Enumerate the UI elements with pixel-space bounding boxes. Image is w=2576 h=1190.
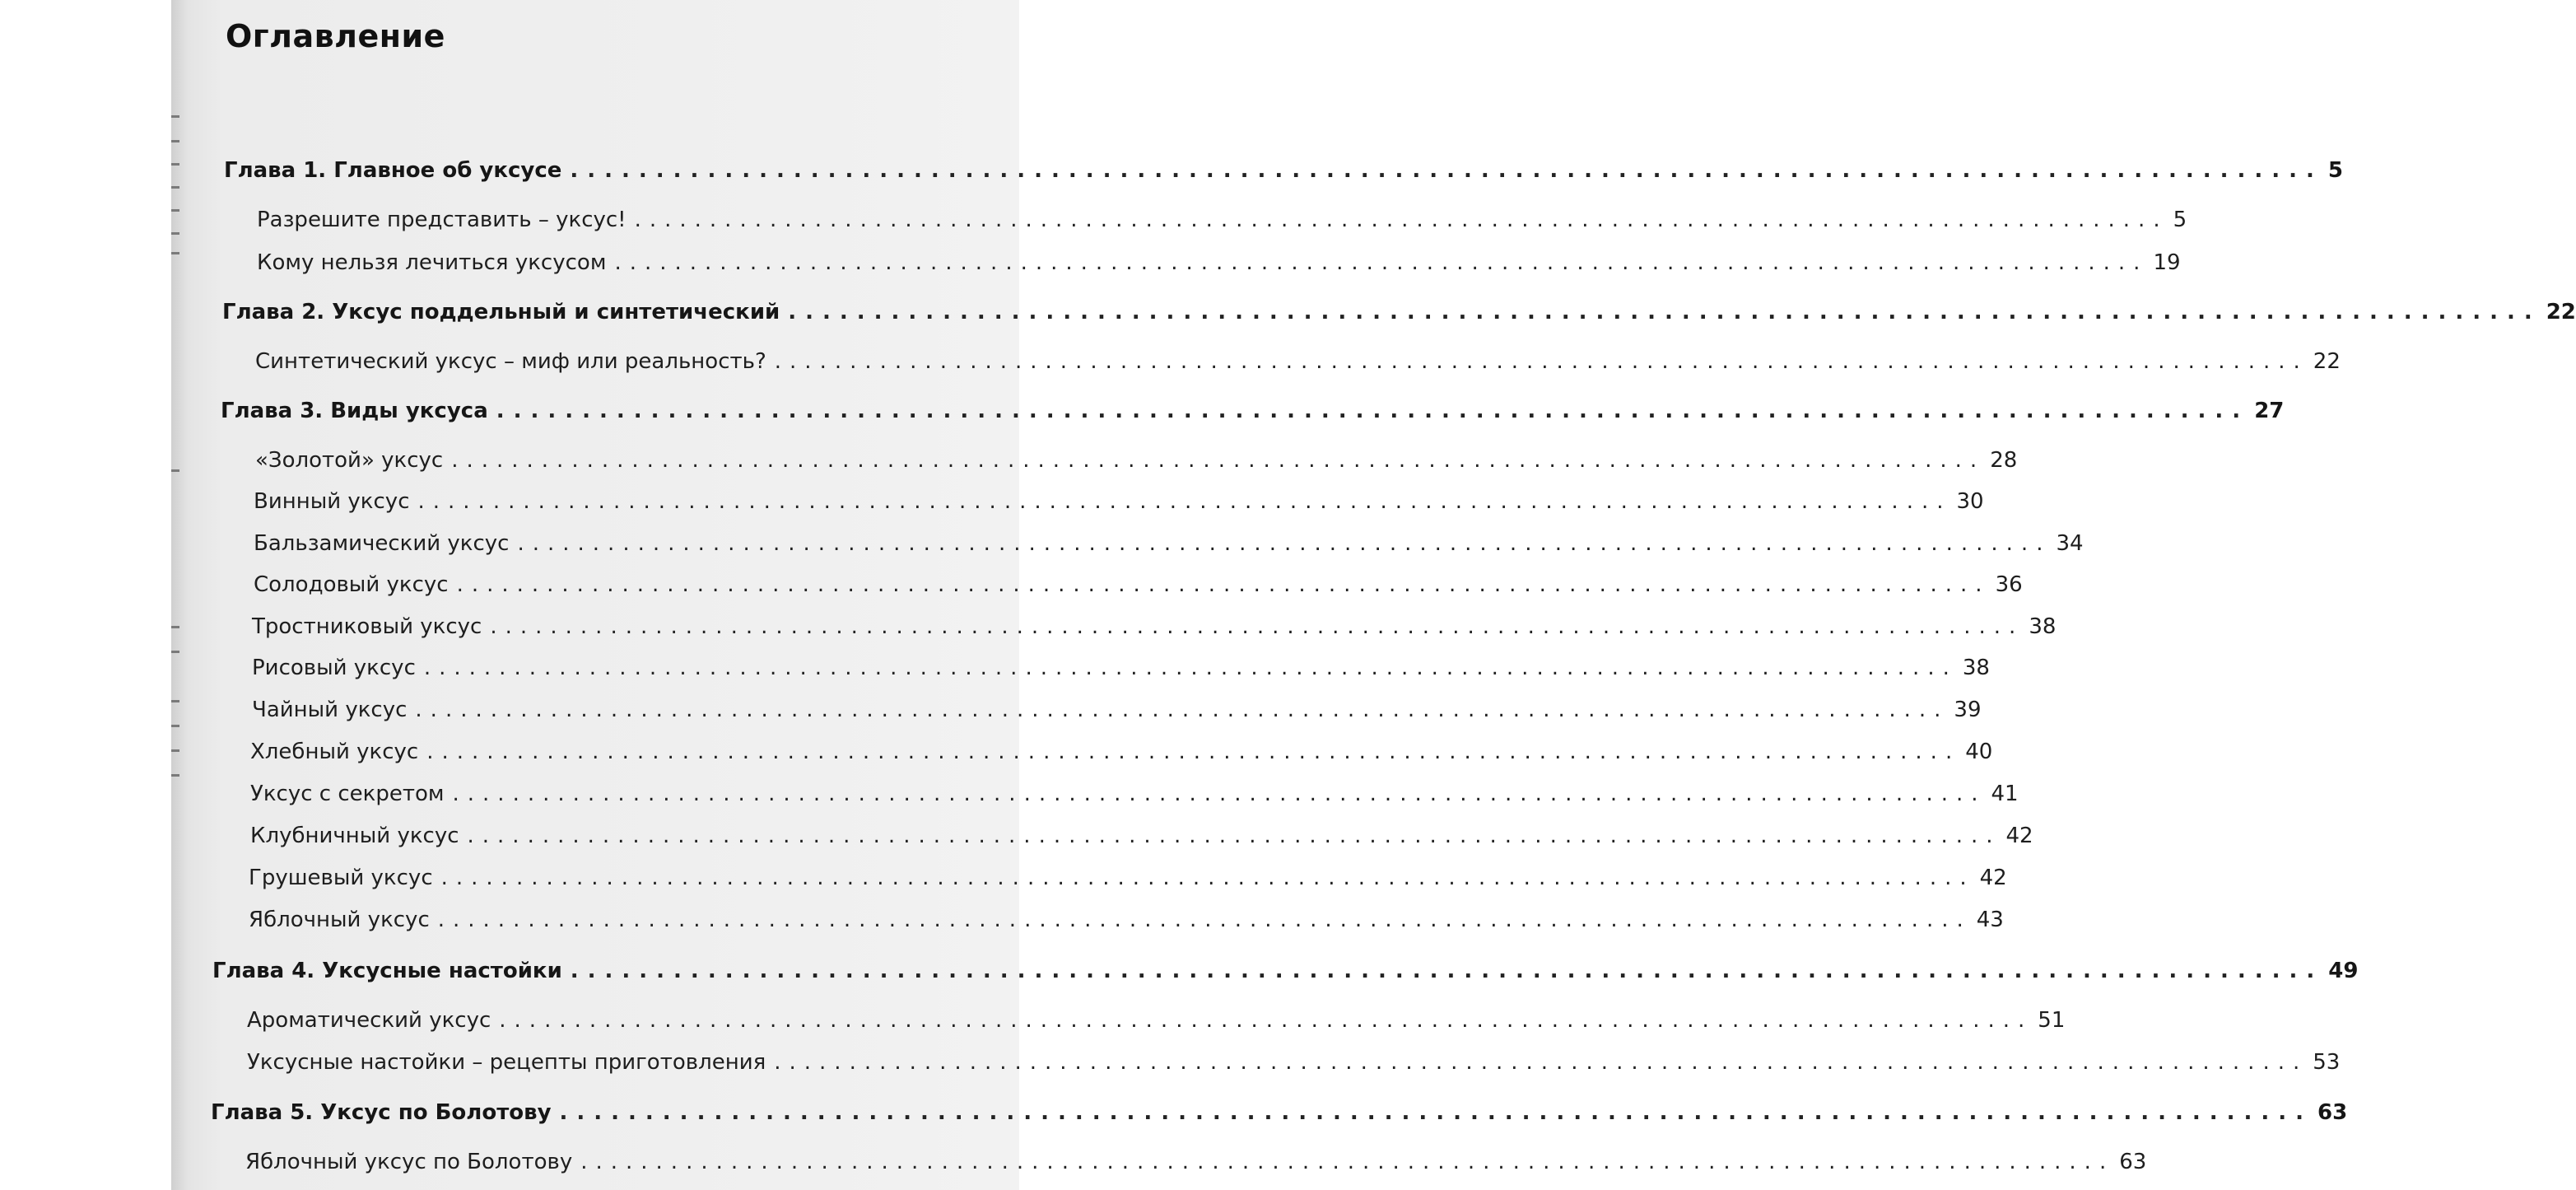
dot-leader: ......................................................................................................	[440, 866, 1975, 890]
toc-entry-label: «Золотой» уксус	[255, 448, 444, 473]
dot-leader: ......................................................................................................	[788, 300, 2541, 324]
toc-entry-label: Винный уксус	[254, 489, 410, 514]
toc-section[interactable]	[249, 866, 2007, 890]
dot-leader: ......................................................................................................	[451, 448, 1986, 473]
toc-page-number: 36	[1995, 572, 2023, 597]
toc-entry-label: Глава 3. Виды уксуса	[221, 399, 488, 423]
dot-leader: ......................................................................................................	[559, 1100, 2313, 1125]
toc-section[interactable]	[250, 782, 2019, 806]
toc-section[interactable]	[249, 908, 2004, 932]
toc-page-number: 27	[2254, 399, 2285, 423]
toc-section[interactable]	[247, 1050, 2341, 1075]
toc-page-number: 22	[2546, 300, 2576, 324]
dot-leader: ......................................................................................................	[614, 250, 2149, 275]
dot-leader: ......................................................................................................	[426, 740, 1961, 764]
toc-chapter-3[interactable]	[221, 399, 2285, 423]
toc-page-number: 51	[2038, 1008, 2066, 1033]
toc-page-number: 5	[2327, 158, 2343, 183]
toc-page-number: 63	[2317, 1100, 2348, 1125]
toc-section[interactable]	[254, 489, 1984, 514]
dot-leader: ......................................................................................................	[415, 698, 1949, 722]
toc-entry-label: Синтетический уксус – миф или реальность?	[255, 349, 766, 374]
toc-title: Оглавление	[226, 18, 445, 54]
toc-entry-label: Рисовый уксус	[252, 656, 416, 680]
toc-chapter-5[interactable]	[211, 1100, 2348, 1125]
toc-section[interactable]	[252, 698, 1982, 722]
toc-section[interactable]	[255, 349, 2341, 374]
toc-entry-label: Яблочный уксус по Болотову	[245, 1150, 573, 1174]
toc-page-number: 38	[1962, 656, 1990, 680]
dot-leader: ......................................................................................................	[456, 572, 1991, 597]
toc-page-number: 42	[1979, 866, 2007, 890]
dot-leader: ......................................................................................................	[452, 782, 1987, 806]
toc-entry-label: Разрешите представить – уксус!	[257, 208, 627, 232]
toc-page-number: 34	[2056, 531, 2084, 556]
toc-section[interactable]	[250, 824, 2033, 848]
toc-entry-label: Ароматический уксус	[247, 1008, 491, 1033]
toc-page-number: 43	[1976, 908, 2004, 932]
toc-entry-label: Уксус с секретом	[250, 782, 445, 806]
toc-page-number: 41	[1991, 782, 2019, 806]
dot-leader: ......................................................................................................	[570, 959, 2324, 983]
toc-page-number: 30	[1956, 489, 1984, 514]
toc-entry-label: Глава 1. Главное об уксусе	[224, 158, 562, 183]
toc-section[interactable]	[257, 250, 2181, 275]
toc-section[interactable]	[252, 656, 1990, 680]
dot-leader: ......................................................................................................	[423, 656, 1958, 680]
dot-leader: ......................................................................................................	[580, 1150, 2115, 1174]
dot-leader: ......................................................................................................	[417, 489, 1952, 514]
toc-section[interactable]	[255, 448, 2018, 473]
toc-entry-label: Глава 4. Уксусные настойки	[212, 959, 562, 983]
toc-entry-label: Тростниковый уксус	[252, 614, 482, 639]
dot-leader: ......................................................................................................	[437, 908, 1972, 932]
toc-entry-label: Чайный уксус	[252, 698, 408, 722]
facing-page-edge	[171, 107, 183, 1013]
toc-page-number: 5	[2173, 208, 2187, 232]
dot-leader: ......................................................................................................	[517, 531, 2052, 556]
toc-section[interactable]	[254, 572, 2023, 597]
toc-page-number: 53	[2313, 1050, 2341, 1075]
toc-page-number: 38	[2029, 614, 2057, 639]
toc-section[interactable]	[245, 1150, 2147, 1174]
dot-leader: ......................................................................................................	[570, 158, 2323, 183]
toc-page-number: 49	[2328, 959, 2359, 983]
dot-leader: ......................................................................................................	[634, 208, 2168, 232]
dot-leader: ......................................................................................................	[774, 1050, 2308, 1075]
toc-entry-label: Хлебный уксус	[250, 740, 419, 764]
toc-entry-label: Клубничный уксус	[250, 824, 459, 848]
toc-entry-label: Яблочный уксус	[249, 908, 430, 932]
toc-page-number: 39	[1954, 698, 1982, 722]
dot-leader: ......................................................................................................	[490, 614, 2024, 639]
toc-chapter-2[interactable]	[222, 300, 2576, 324]
toc-section[interactable]	[257, 208, 2187, 232]
toc-entry-label: Солодовый уксус	[254, 572, 449, 597]
toc-entry-label: Глава 2. Уксус поддельный и синтетический	[222, 300, 780, 324]
toc-section[interactable]	[247, 1008, 2066, 1033]
toc-page-number: 19	[2153, 250, 2181, 275]
toc-entry-label: Уксусные настойки – рецепты приготовления	[247, 1050, 766, 1075]
toc-entry-label: Глава 5. Уксус по Болотову	[211, 1100, 552, 1125]
book-page	[171, 0, 2576, 1190]
toc-section[interactable]	[250, 740, 1993, 764]
toc-page-number: 42	[2005, 824, 2033, 848]
toc-section[interactable]	[252, 614, 2057, 639]
toc-page-number: 28	[1990, 448, 2018, 473]
dot-leader: ......................................................................................................	[496, 399, 2250, 423]
toc-section[interactable]	[254, 531, 2084, 556]
toc-chapter-4[interactable]	[212, 959, 2359, 983]
toc-page-number: 22	[2313, 349, 2341, 374]
toc-page-number: 63	[2119, 1150, 2147, 1174]
toc-entry-label: Кому нельзя лечиться уксусом	[257, 250, 607, 275]
toc-chapter-1[interactable]	[224, 158, 2343, 183]
dot-leader: ......................................................................................................	[499, 1008, 2033, 1033]
dot-leader: ......................................................................................................	[467, 824, 2001, 848]
toc-page-number: 40	[1965, 740, 1993, 764]
toc-entry-label: Бальзамический уксус	[254, 531, 510, 556]
toc-entry-label: Грушевый уксус	[249, 866, 433, 890]
dot-leader: ......................................................................................................	[774, 349, 2308, 374]
